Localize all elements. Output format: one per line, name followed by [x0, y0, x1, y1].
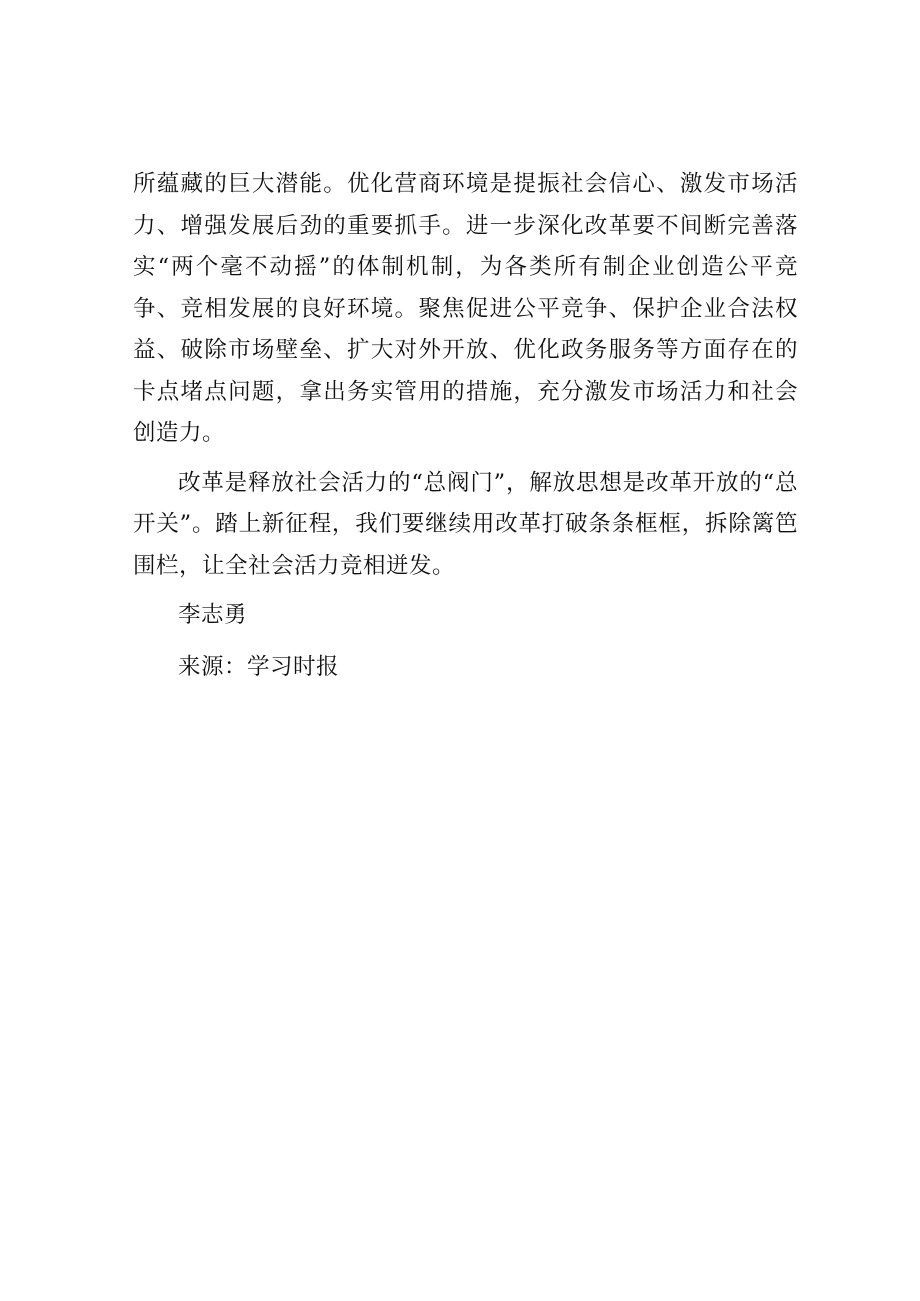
paragraph-conclusion: 改革是释放社会活力的“总阀门”，解放思想是改革开放的“总开关”。踏上新征程，我们要继续用改革打破条条框框，拆除篱笆围栏，让全社会活力竞相迸发。	[133, 469, 798, 579]
article-body	[133, 164, 798, 688]
author-name: 李志勇	[178, 602, 248, 628]
paragraph-continuation: 所蕴藏的巨大潜能。优化营商环境是提振社会信心、激发市场活力、增强发展后劲的重要抓手。进一步深化改革要不间断完善落实“两个毫不动摇”的体制机制，为各类所有制企业创造公平竞争、竞相发展的良好环境。聚焦促进公平竞争、保护企业合法权益、破除市场壁垒、扩大对外开放、优化政务服务等方面存在的卡点堵点问题，拿出务实管用的措施，充分激发市场活力和社会创造力。	[133, 171, 798, 446]
source-line: 来源：学习时报	[178, 653, 340, 680]
